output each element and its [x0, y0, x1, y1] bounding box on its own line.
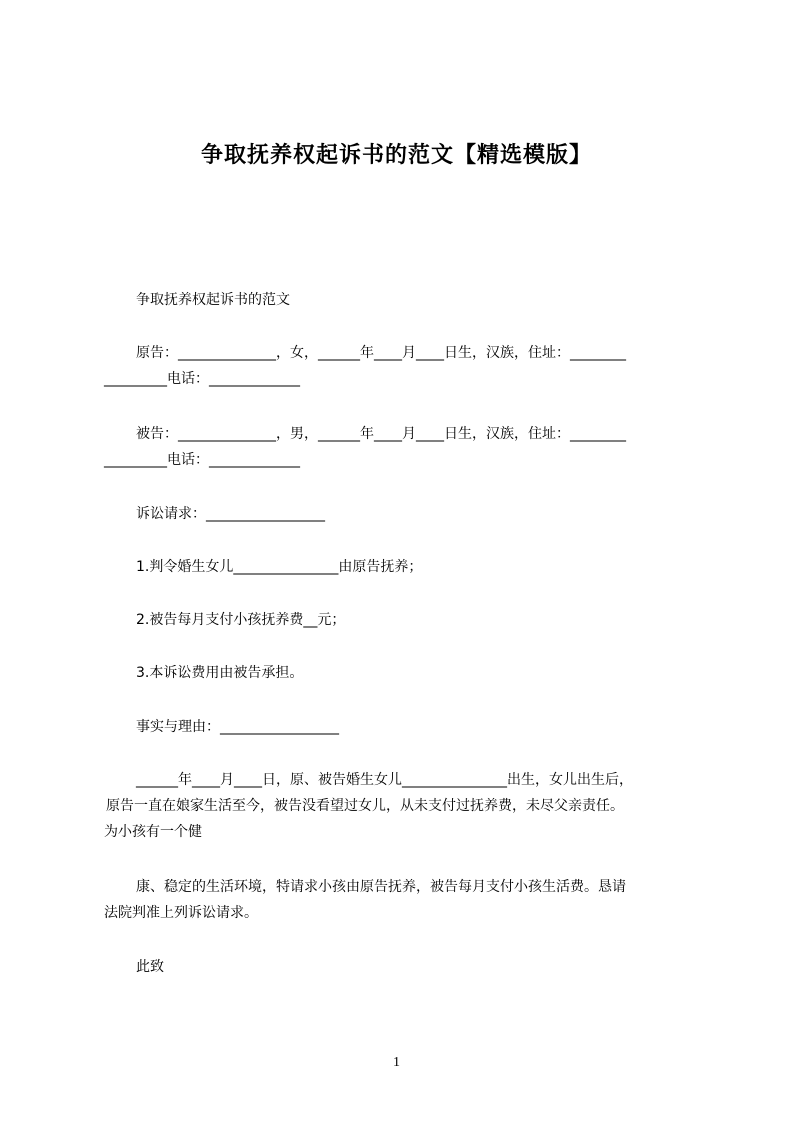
defendant-line-1: 被告：______________，男，______年____月____日生，汉族，住址：________	[136, 426, 626, 442]
page-number: 1	[393, 1055, 400, 1070]
paragraph-facts-body	[104, 767, 704, 845]
paragraph-claim-2: 2.被告每月支付小孩抚养费__元；	[136, 612, 346, 628]
paragraph-facts: 事实与理由：_________________	[136, 719, 339, 735]
request-line-1: 康、稳定的生活环境，特请求小孩由原告抚养，被告每月支付小孩生活费。恳请	[136, 879, 626, 895]
paragraph-claim-1: 1.判令婚生女儿_______________由原告抚养；	[136, 559, 423, 575]
plaintiff-line-1: 原告：______________，女，______年____月____日生，汉族，住址：________	[136, 345, 626, 361]
paragraph-claim-3: 3.本诉讼费用由被告承担。	[136, 665, 304, 681]
paragraph-plaintiff	[104, 340, 704, 392]
paragraph-request	[104, 874, 704, 926]
document-title: 争取抚养权起诉书的范文【精选模版】	[200, 143, 592, 168]
paragraph-closing: 此致	[136, 959, 164, 975]
plaintiff-line-2: _________电话：_____________	[104, 371, 300, 387]
paragraph-claims: 诉讼请求：_________________	[136, 506, 325, 522]
facts-line-2: 原告一直在娘家生活至今，被告没看望过女儿，从未支付过抚养费，未尽父亲责任。	[106, 798, 624, 814]
defendant-line-2: _________电话：_____________	[104, 452, 300, 468]
paragraph-heading: 争取抚养权起诉书的范文	[136, 292, 290, 308]
request-line-2: 法院判准上列诉讼请求。	[104, 905, 258, 921]
paragraph-defendant	[104, 421, 704, 473]
facts-line-1: ______年____月____日，原、被告婚生女儿_______________出生，女儿出生后，	[136, 772, 633, 788]
facts-line-3: 为小孩有一个健	[104, 824, 202, 840]
